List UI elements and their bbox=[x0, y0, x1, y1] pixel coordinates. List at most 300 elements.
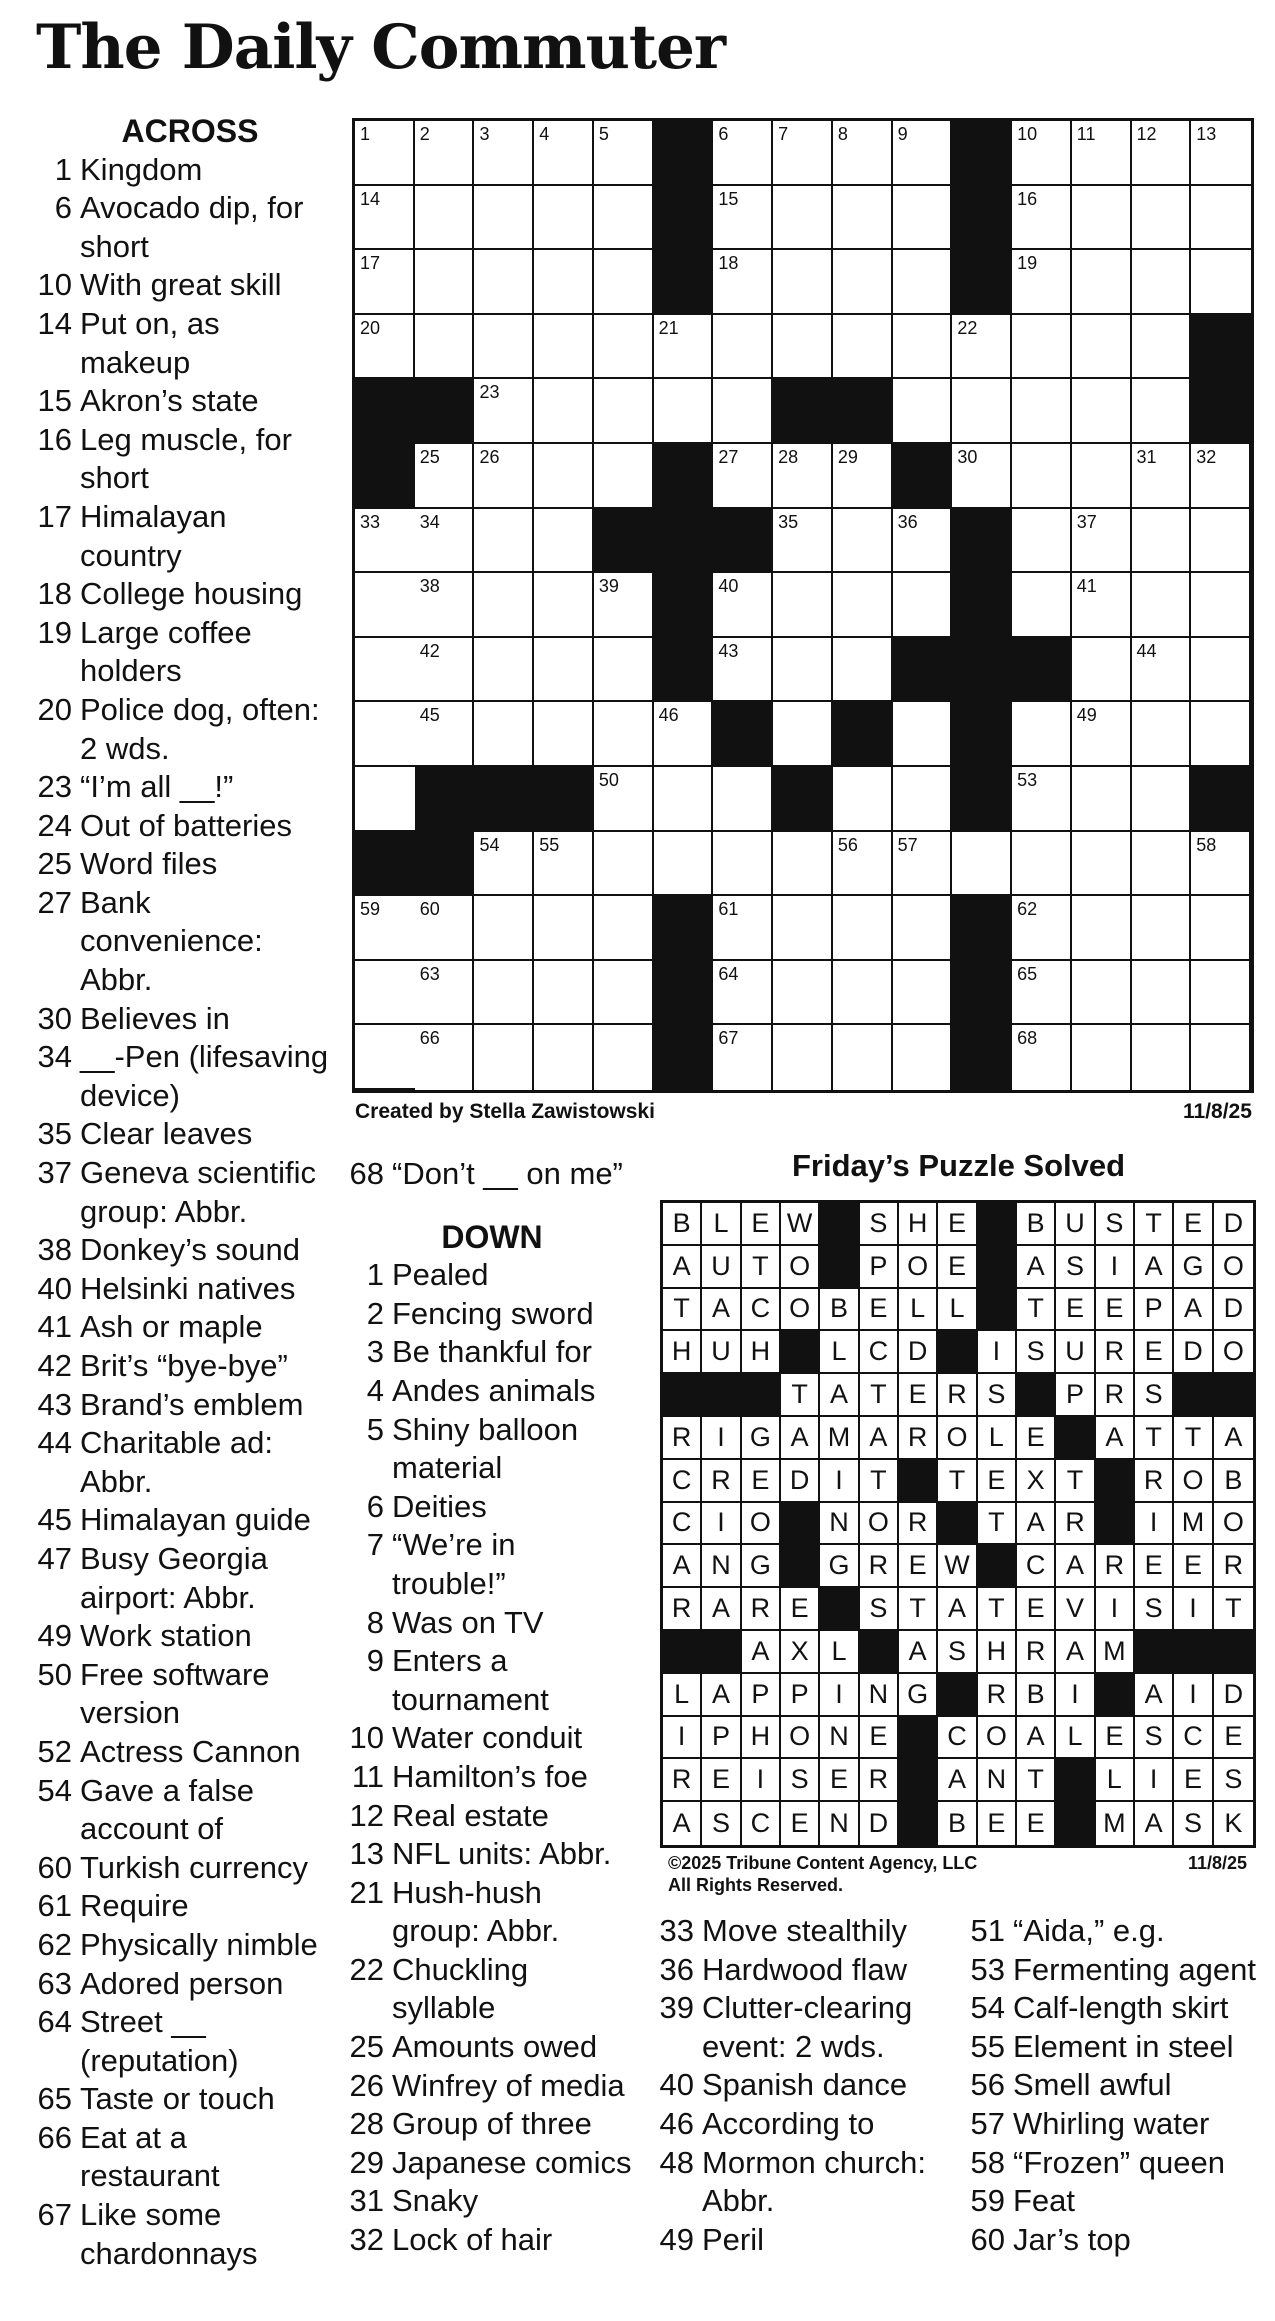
solved-letter: O bbox=[946, 1421, 968, 1452]
grid-cell[interactable] bbox=[594, 1025, 654, 1090]
grid-cell[interactable] bbox=[1072, 444, 1132, 509]
grid-cell[interactable] bbox=[1072, 896, 1132, 961]
grid-cell[interactable] bbox=[1132, 638, 1192, 703]
solved-cell bbox=[1017, 1631, 1056, 1674]
solved-cell bbox=[781, 1759, 820, 1802]
clue-text: Fermenting agent bbox=[1013, 1951, 1256, 1987]
clue-12 bbox=[342, 1797, 642, 1836]
clue-text: Snaky bbox=[392, 2183, 479, 2219]
clue-25 bbox=[342, 2028, 642, 2067]
clue-number bbox=[30, 1463, 80, 1502]
grid-cell[interactable] bbox=[1132, 1025, 1192, 1090]
grid-cell[interactable] bbox=[1132, 379, 1192, 444]
grid-cell[interactable] bbox=[355, 186, 415, 251]
solved-cell bbox=[1096, 1203, 1135, 1246]
black-square bbox=[663, 1374, 702, 1417]
grid-cell[interactable] bbox=[415, 509, 475, 574]
grid-cell[interactable] bbox=[594, 767, 654, 832]
solved-letter: I bbox=[835, 1464, 843, 1495]
grid-cell[interactable] bbox=[1132, 961, 1192, 1026]
grid-cell[interactable] bbox=[474, 961, 534, 1026]
clue-35 bbox=[30, 1115, 330, 1154]
grid-cell[interactable] bbox=[713, 315, 773, 380]
grid-cell[interactable] bbox=[833, 832, 893, 897]
grid-cell[interactable] bbox=[1012, 832, 1072, 897]
grid-cell[interactable] bbox=[415, 702, 475, 767]
solved-letter: G bbox=[907, 1678, 929, 1709]
solved-letter: X bbox=[790, 1635, 809, 1666]
grid-cell[interactable] bbox=[594, 832, 654, 897]
grid-cell[interactable] bbox=[1191, 444, 1251, 509]
black-square bbox=[654, 961, 714, 1026]
grid-cell[interactable] bbox=[713, 379, 773, 444]
solved-cell bbox=[860, 1331, 899, 1374]
grid-cell[interactable] bbox=[1191, 121, 1251, 186]
solved-letter: C bbox=[750, 1293, 771, 1324]
grid-cell[interactable] bbox=[1191, 896, 1251, 961]
grid-cell[interactable] bbox=[1012, 896, 1072, 961]
grid-cell[interactable] bbox=[773, 444, 833, 509]
grid-cell[interactable] bbox=[773, 1025, 833, 1090]
grid-cell[interactable] bbox=[1132, 702, 1192, 767]
grid-cell[interactable] bbox=[1132, 509, 1192, 574]
grid-cell[interactable] bbox=[1012, 186, 1072, 251]
clue-continuation bbox=[30, 961, 330, 1000]
clue-34 bbox=[30, 1038, 330, 1077]
solved-letter: R bbox=[671, 1593, 692, 1624]
solved-cell bbox=[1174, 1802, 1213, 1845]
grid-cell[interactable] bbox=[594, 186, 654, 251]
grid-cell[interactable] bbox=[833, 1025, 893, 1090]
solved-letter: A bbox=[1065, 1635, 1084, 1666]
solved-letter: A bbox=[1224, 1421, 1243, 1452]
grid-cell[interactable] bbox=[654, 702, 714, 767]
grid-cell[interactable] bbox=[594, 379, 654, 444]
grid-cell[interactable] bbox=[654, 379, 714, 444]
black-square bbox=[952, 896, 1012, 961]
grid-cell[interactable] bbox=[1191, 509, 1251, 574]
grid-cell[interactable] bbox=[474, 509, 534, 574]
black-square bbox=[820, 1246, 859, 1289]
grid-cell[interactable] bbox=[415, 896, 475, 961]
grid-cell[interactable] bbox=[1012, 702, 1072, 767]
grid-cell[interactable] bbox=[415, 573, 475, 638]
grid-cell[interactable] bbox=[833, 573, 893, 638]
grid-cell[interactable] bbox=[713, 767, 773, 832]
grid-cell[interactable] bbox=[1072, 832, 1132, 897]
down-heading: DOWN bbox=[441, 1218, 543, 1255]
grid-cell[interactable] bbox=[1072, 961, 1132, 1026]
grid-cell[interactable] bbox=[474, 702, 534, 767]
grid-cell[interactable] bbox=[1191, 186, 1251, 251]
grid-cell[interactable] bbox=[1191, 250, 1251, 315]
grid-cell[interactable] bbox=[594, 573, 654, 638]
black-square bbox=[1214, 1631, 1253, 1674]
grid-cell[interactable] bbox=[1012, 509, 1072, 574]
solved-cell bbox=[1135, 1759, 1174, 1802]
grid-cell[interactable] bbox=[713, 961, 773, 1026]
solved-letter: S bbox=[1144, 1379, 1163, 1410]
grid-cell[interactable] bbox=[773, 315, 833, 380]
clue-text: Whirling water bbox=[1013, 2105, 1210, 2141]
grid-cell[interactable] bbox=[833, 250, 893, 315]
grid-cell[interactable] bbox=[474, 379, 534, 444]
grid-cell[interactable] bbox=[534, 896, 594, 961]
clue-text: event: 2 wds. bbox=[702, 2028, 885, 2064]
grid-cell[interactable] bbox=[534, 250, 594, 315]
grid-cell[interactable] bbox=[415, 638, 475, 703]
clue-number: 60 bbox=[970, 2221, 1005, 2257]
cell-number: 59 bbox=[360, 899, 381, 920]
clue-number: 41 bbox=[37, 1309, 72, 1345]
grid-cell[interactable] bbox=[474, 121, 534, 186]
grid-cell[interactable] bbox=[654, 832, 714, 897]
grid-cell[interactable] bbox=[534, 186, 594, 251]
grid-cell[interactable] bbox=[833, 315, 893, 380]
solved-letter: T bbox=[988, 1593, 1005, 1624]
grid-cell[interactable] bbox=[1012, 121, 1072, 186]
grid-cell[interactable] bbox=[355, 767, 415, 832]
solved-letter: G bbox=[749, 1421, 771, 1452]
clue-number: 33 bbox=[659, 1913, 694, 1948]
grid-cell[interactable] bbox=[952, 832, 1012, 897]
clue-number: 16 bbox=[37, 421, 72, 457]
grid-cell[interactable] bbox=[1012, 573, 1072, 638]
grid-cell[interactable] bbox=[594, 896, 654, 961]
cell-number: 4 bbox=[539, 124, 550, 144]
grid-cell[interactable] bbox=[534, 573, 594, 638]
clue-text: Deities bbox=[392, 1488, 487, 1524]
grid-cell[interactable] bbox=[474, 638, 534, 703]
grid-cell[interactable] bbox=[893, 961, 953, 1026]
grid-cell[interactable] bbox=[415, 186, 475, 251]
clue-number: 59 bbox=[970, 2183, 1005, 2219]
solved-cell bbox=[1017, 1203, 1056, 1246]
grid-cell[interactable] bbox=[654, 315, 714, 380]
grid-cell[interactable] bbox=[893, 767, 953, 832]
grid-cell[interactable] bbox=[1132, 315, 1192, 380]
clue-27 bbox=[30, 884, 330, 923]
grid-cell[interactable] bbox=[952, 315, 1012, 380]
grid-cell[interactable] bbox=[1072, 250, 1132, 315]
grid-cell[interactable] bbox=[355, 315, 415, 380]
solved-cell bbox=[781, 1802, 820, 1845]
grid-cell[interactable] bbox=[1072, 573, 1132, 638]
clue-number: 50 bbox=[37, 1656, 72, 1692]
grid-cell[interactable] bbox=[355, 250, 415, 315]
grid-cell[interactable] bbox=[474, 250, 534, 315]
grid-cell[interactable] bbox=[773, 573, 833, 638]
grid-cell[interactable] bbox=[1072, 379, 1132, 444]
clue-number: 25 bbox=[349, 2029, 384, 2065]
grid-cell[interactable] bbox=[1191, 702, 1251, 767]
clue-number: 30 bbox=[37, 1000, 72, 1036]
grid-cell[interactable] bbox=[1191, 1025, 1251, 1090]
solved-cell bbox=[1056, 1374, 1095, 1417]
clue-number: 56 bbox=[970, 2067, 1005, 2103]
solved-cell bbox=[1017, 1545, 1056, 1588]
grid-cell[interactable] bbox=[594, 121, 654, 186]
solved-cell bbox=[1135, 1289, 1174, 1332]
grid-cell[interactable] bbox=[415, 961, 475, 1026]
grid-cell[interactable] bbox=[355, 638, 415, 703]
grid-cell[interactable] bbox=[833, 186, 893, 251]
grid-cell[interactable] bbox=[893, 702, 953, 767]
grid-cell[interactable] bbox=[893, 832, 953, 897]
grid-cell[interactable] bbox=[534, 315, 594, 380]
grid-cell[interactable] bbox=[594, 961, 654, 1026]
grid-cell[interactable] bbox=[474, 573, 534, 638]
solved-letter: I bbox=[1189, 1593, 1197, 1624]
grid-cell[interactable] bbox=[415, 1025, 475, 1090]
grid-cell[interactable] bbox=[833, 961, 893, 1026]
grid-cell[interactable] bbox=[1132, 186, 1192, 251]
grid-cell[interactable] bbox=[893, 250, 953, 315]
clue-64 bbox=[30, 2003, 330, 2042]
grid-cell[interactable] bbox=[594, 444, 654, 509]
grid-cell[interactable] bbox=[773, 832, 833, 897]
grid-cell[interactable] bbox=[1072, 315, 1132, 380]
grid-cell[interactable] bbox=[1012, 961, 1072, 1026]
grid-cell[interactable] bbox=[713, 638, 773, 703]
black-square bbox=[978, 1203, 1017, 1246]
grid-cell[interactable] bbox=[893, 186, 953, 251]
clue-text: NFL units: Abbr. bbox=[392, 1836, 612, 1872]
solved-letter: R bbox=[1223, 1550, 1244, 1581]
grid-cell[interactable] bbox=[833, 767, 893, 832]
grid-cell[interactable] bbox=[474, 444, 534, 509]
grid-cell[interactable] bbox=[415, 315, 475, 380]
grid-cell[interactable] bbox=[355, 121, 415, 186]
solved-cell bbox=[1214, 1417, 1253, 1460]
grid-cell[interactable] bbox=[773, 702, 833, 767]
cell-number: 49 bbox=[1076, 705, 1097, 726]
solved-cell bbox=[899, 1588, 938, 1631]
grid-cell[interactable] bbox=[474, 832, 534, 897]
clue-text: Andes animals bbox=[392, 1372, 596, 1408]
grid-cell[interactable] bbox=[713, 121, 773, 186]
clue-32 bbox=[342, 2221, 642, 2260]
cell-number: 68 bbox=[1017, 1028, 1038, 1049]
solved-cell bbox=[663, 1203, 702, 1246]
solved-cell bbox=[860, 1759, 899, 1802]
grid-cell[interactable] bbox=[893, 315, 953, 380]
solved-cell bbox=[860, 1417, 899, 1460]
clue-text: Actress Cannon bbox=[80, 1733, 301, 1769]
grid-cell[interactable] bbox=[534, 379, 594, 444]
grid-cell[interactable] bbox=[355, 961, 415, 1026]
grid-cell[interactable] bbox=[1072, 509, 1132, 574]
grid-cell[interactable] bbox=[534, 121, 594, 186]
grid-cell[interactable] bbox=[534, 638, 594, 703]
clue-text: “Aida,” e.g. bbox=[1013, 1913, 1165, 1948]
solved-letter: A bbox=[711, 1593, 730, 1624]
grid-cell[interactable] bbox=[1132, 896, 1192, 961]
solved-cell bbox=[1017, 1289, 1056, 1332]
grid-cell[interactable] bbox=[893, 573, 953, 638]
grid-cell[interactable] bbox=[713, 1025, 773, 1090]
clue-6 bbox=[30, 189, 330, 228]
grid-cell[interactable] bbox=[594, 638, 654, 703]
grid-cell[interactable] bbox=[594, 315, 654, 380]
grid-cell[interactable] bbox=[773, 186, 833, 251]
clue-number bbox=[30, 1694, 80, 1733]
solved-letter: A bbox=[672, 1808, 691, 1839]
solved-cell bbox=[860, 1674, 899, 1717]
solved-cell bbox=[1056, 1460, 1095, 1503]
clue-text: Avocado dip, for bbox=[80, 190, 304, 226]
clue-text: Gave a false bbox=[80, 1772, 255, 1808]
clue-text: group: Abbr. bbox=[392, 1913, 560, 1949]
solved-cell bbox=[820, 1545, 859, 1588]
grid-cell[interactable] bbox=[355, 896, 415, 961]
clue-text: syllable bbox=[392, 1990, 496, 2026]
grid-cell[interactable] bbox=[1012, 444, 1072, 509]
solved-letter: P bbox=[711, 1721, 730, 1752]
grid-cell[interactable] bbox=[1072, 767, 1132, 832]
grid-cell[interactable] bbox=[355, 1025, 415, 1090]
grid-cell[interactable] bbox=[355, 509, 415, 574]
solved-cell bbox=[1135, 1246, 1174, 1289]
grid-cell[interactable] bbox=[713, 444, 773, 509]
grid-cell[interactable] bbox=[1012, 315, 1072, 380]
clue-text: Word files bbox=[80, 846, 218, 882]
grid-cell[interactable] bbox=[1012, 250, 1072, 315]
grid-cell[interactable] bbox=[833, 444, 893, 509]
clue-number bbox=[30, 459, 80, 498]
grid-cell[interactable] bbox=[474, 1025, 534, 1090]
grid-cell[interactable] bbox=[654, 767, 714, 832]
grid-cell[interactable] bbox=[1072, 121, 1132, 186]
grid-cell[interactable] bbox=[594, 702, 654, 767]
grid-cell[interactable] bbox=[1012, 767, 1072, 832]
clue-text: country bbox=[80, 537, 182, 573]
grid-cell[interactable] bbox=[594, 250, 654, 315]
solved-letter: H bbox=[750, 1336, 771, 1367]
grid-cell[interactable] bbox=[474, 315, 534, 380]
grid-cell[interactable] bbox=[355, 573, 415, 638]
grid-cell[interactable] bbox=[534, 832, 594, 897]
grid-cell[interactable] bbox=[1072, 702, 1132, 767]
grid-cell[interactable] bbox=[893, 896, 953, 961]
grid-cell[interactable] bbox=[1132, 573, 1192, 638]
grid-cell[interactable] bbox=[893, 509, 953, 574]
grid-cell[interactable] bbox=[1191, 638, 1251, 703]
grid-cell[interactable] bbox=[833, 509, 893, 574]
grid-cell[interactable] bbox=[713, 832, 773, 897]
clue-text: Mormon church: bbox=[702, 2144, 926, 2180]
grid-cell[interactable] bbox=[773, 509, 833, 574]
clue-number: 57 bbox=[970, 2105, 1005, 2141]
grid-cell[interactable] bbox=[534, 702, 594, 767]
grid-cell[interactable] bbox=[1132, 444, 1192, 509]
grid-cell[interactable] bbox=[1191, 832, 1251, 897]
clue-continuation bbox=[30, 1579, 330, 1618]
solved-cell bbox=[781, 1374, 820, 1417]
grid-cell[interactable] bbox=[1132, 767, 1192, 832]
solved-letter: E bbox=[1183, 1550, 1202, 1581]
clue-text: chardonnays bbox=[80, 2235, 258, 2271]
grid-cell[interactable] bbox=[534, 1025, 594, 1090]
clue-text: Put on, as bbox=[80, 305, 220, 341]
solved-letter: E bbox=[908, 1379, 927, 1410]
solved-cell bbox=[899, 1631, 938, 1674]
grid-cell[interactable] bbox=[893, 1025, 953, 1090]
clue-number: 58 bbox=[970, 2144, 1005, 2180]
solved-letter: D bbox=[868, 1808, 889, 1839]
solved-letter: E bbox=[790, 1808, 809, 1839]
grid-cell[interactable] bbox=[713, 573, 773, 638]
solved-cell bbox=[820, 1460, 859, 1503]
grid-cell[interactable] bbox=[1012, 1025, 1072, 1090]
grid-cell[interactable] bbox=[474, 186, 534, 251]
clue-text: Group of three bbox=[392, 2106, 592, 2142]
grid-cell[interactable] bbox=[1132, 250, 1192, 315]
grid-cell[interactable] bbox=[534, 509, 594, 574]
grid-cell[interactable] bbox=[833, 121, 893, 186]
grid-cell[interactable] bbox=[534, 961, 594, 1026]
grid-cell[interactable] bbox=[534, 444, 594, 509]
grid-cell[interactable] bbox=[1132, 121, 1192, 186]
clue-text: Element in steel bbox=[1013, 2028, 1234, 2064]
grid-cell[interactable] bbox=[893, 121, 953, 186]
grid-cell[interactable] bbox=[773, 961, 833, 1026]
grid-cell[interactable] bbox=[415, 250, 475, 315]
clue-number bbox=[652, 2182, 702, 2221]
solved-cell bbox=[1096, 1631, 1135, 1674]
grid-cell[interactable] bbox=[713, 250, 773, 315]
grid-cell[interactable] bbox=[415, 121, 475, 186]
solved-letter: E bbox=[790, 1593, 809, 1624]
grid-cell[interactable] bbox=[1191, 961, 1251, 1026]
clue-number bbox=[30, 2157, 80, 2196]
grid-cell[interactable] bbox=[1132, 832, 1192, 897]
grid-cell[interactable] bbox=[952, 379, 1012, 444]
grid-cell[interactable] bbox=[1072, 1025, 1132, 1090]
grid-cell[interactable] bbox=[1072, 186, 1132, 251]
solved-cell bbox=[1017, 1460, 1056, 1503]
grid-cell[interactable] bbox=[773, 250, 833, 315]
grid-cell[interactable] bbox=[713, 896, 773, 961]
grid-cell[interactable] bbox=[415, 444, 475, 509]
grid-cell[interactable] bbox=[474, 896, 534, 961]
grid-cell[interactable] bbox=[833, 638, 893, 703]
solved-letter: X bbox=[1026, 1464, 1045, 1495]
grid-cell[interactable] bbox=[773, 638, 833, 703]
solved-letter: C bbox=[750, 1808, 771, 1839]
solved-letter: N bbox=[711, 1550, 731, 1581]
grid-cell[interactable] bbox=[952, 444, 1012, 509]
solved-letter: A bbox=[1065, 1550, 1084, 1581]
grid-cell[interactable] bbox=[355, 702, 415, 767]
grid-cell[interactable] bbox=[773, 896, 833, 961]
cell-number: 34 bbox=[419, 511, 440, 532]
grid-cell[interactable] bbox=[773, 121, 833, 186]
grid-cell[interactable] bbox=[1072, 638, 1132, 703]
solved-letter: O bbox=[749, 1507, 771, 1538]
grid-cell[interactable] bbox=[713, 186, 773, 251]
solved-letter: L bbox=[988, 1421, 1004, 1452]
solved-cell bbox=[978, 1503, 1017, 1546]
solved-cell bbox=[702, 1674, 741, 1717]
grid-cell[interactable] bbox=[833, 896, 893, 961]
clue-30 bbox=[30, 1000, 330, 1039]
clue-number bbox=[30, 228, 80, 267]
grid-cell[interactable] bbox=[893, 379, 953, 444]
grid-cell[interactable] bbox=[1191, 573, 1251, 638]
solved-cell bbox=[938, 1417, 977, 1460]
grid-cell[interactable] bbox=[1012, 379, 1072, 444]
